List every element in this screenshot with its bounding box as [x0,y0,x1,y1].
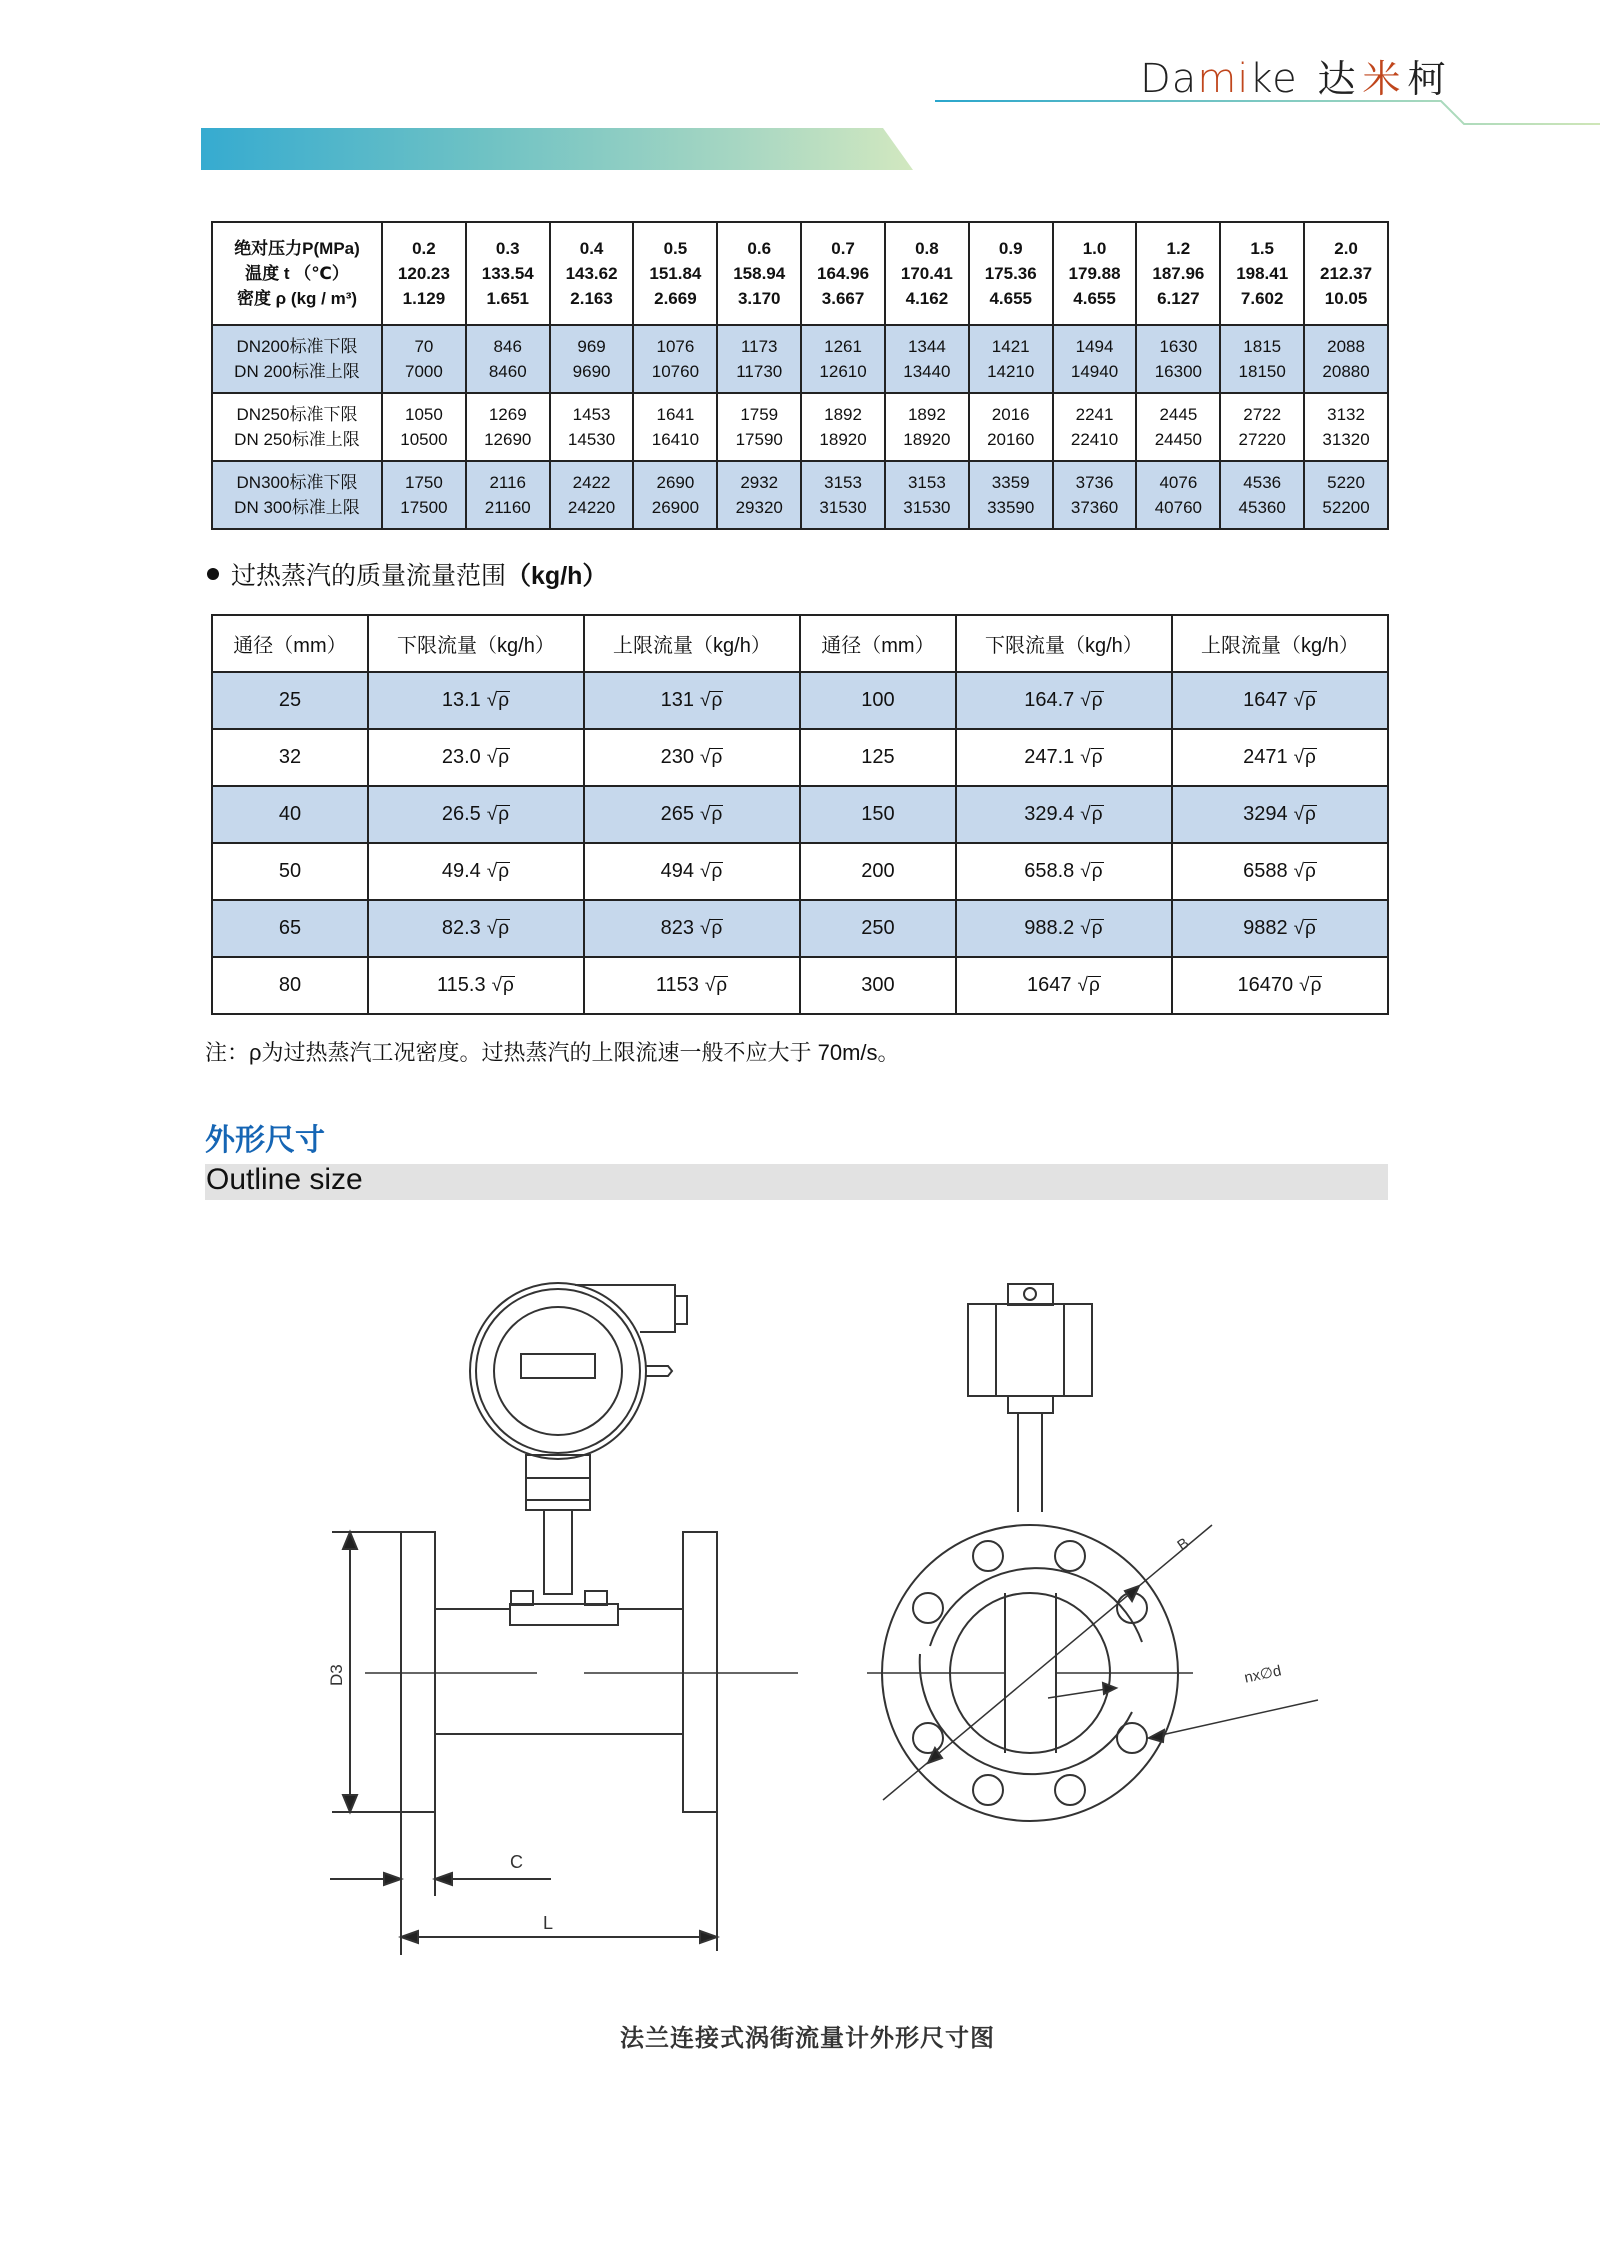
column-header: 下限流量（kg/h） [956,615,1172,672]
flow-lower: 1076 [656,337,695,356]
flow-upper: 16410 [651,430,700,449]
column-header: 通径（mm） [800,615,956,672]
flow-lower: 3132 [1327,405,1365,424]
sqrt-sign: √ [1080,804,1091,825]
cell-value: 250 [861,917,895,939]
column-t: 133.54 [481,264,534,283]
rho-sign: ρ [1305,918,1316,939]
rho-sign: ρ [1091,918,1103,939]
flow-upper: 11730 [736,362,783,381]
rho-sign: ρ [1091,861,1103,882]
cell-value: 9882 [1243,917,1288,939]
logo-text-prefix: Da [1140,56,1198,102]
column-t: 170.41 [900,264,953,283]
sqrt-sign: √ [1080,918,1091,939]
flow-upper: 10500 [400,430,448,449]
flow-lower: 3153 [907,473,946,492]
sqrt-sign: √ [700,690,711,711]
rho-sign: ρ [1310,975,1322,996]
flow-upper: 14530 [567,430,616,449]
column-header: 通径（mm） [212,615,368,672]
cell-value: 658.8 [1024,860,1075,882]
rho-sign: ρ [498,747,510,768]
flow-upper: 20160 [987,430,1035,449]
column-p: 0.6 [747,239,772,258]
column-p: 0.4 [579,239,604,258]
column-p: 0.7 [831,239,855,258]
cell-value: 2471 [1243,746,1288,768]
flow-upper: 31320 [1322,430,1370,449]
flow-lower: 969 [577,337,606,356]
rho-sign: ρ [711,861,723,882]
sqrt-sign: √ [700,861,711,882]
sqrt-sign: √ [1080,747,1091,768]
sqrt-sign: √ [1293,690,1305,711]
flow-upper: 45360 [1238,498,1286,517]
dim-d3: D3 [327,1664,346,1686]
sqrt-sign: √ [700,804,711,825]
dim-l: L [543,1913,554,1933]
flow-lower: 4536 [1243,473,1282,492]
column-p: 0.3 [495,239,520,258]
cell-value: 50 [278,860,302,882]
column-p: 0.8 [915,239,939,258]
rho-sign: ρ [711,804,723,825]
sqrt-sign: √ [486,918,498,939]
sqrt-sign: √ [1293,918,1305,939]
cell-value: 1647 [1243,689,1288,711]
cell-value: 32 [278,746,302,768]
rho-sign: ρ [1091,804,1103,825]
cell-value: 3294 [1243,803,1288,825]
sqrt-sign: √ [1293,861,1305,882]
rho-sign: ρ [1091,690,1103,711]
logo-text-suffix: ke [1249,56,1298,102]
flow-upper: 18150 [1238,362,1286,381]
flow-lower: 5220 [1327,473,1365,492]
cell-value: 65 [278,917,302,939]
column-t: 164.96 [817,264,870,283]
cell-value: 265 [660,803,695,825]
cell-value: 115.3 [437,974,486,996]
row-label: DN 250标准上限 [234,430,360,449]
cell-value: 13.1 [441,689,481,711]
steam-title-unit: （kg/h） [506,562,608,590]
rho-sign: ρ [1091,747,1103,768]
steam-note: 注：ρ为过热蒸汽工况密度。过热蒸汽的上限流速一般不应大于 70m/s。 [205,1040,900,1065]
flow-lower: 2422 [572,473,611,492]
sqrt-sign: √ [491,975,503,996]
drawing-caption: 法兰连接式涡街流量计外形尺寸图 [620,2025,995,2052]
flow-upper: 10760 [651,362,700,381]
column-rho: 4.655 [1073,289,1116,308]
cell-value: 329.4 [1024,803,1075,825]
flow-upper: 31530 [903,498,951,517]
rho-sign: ρ [711,747,723,768]
cell-value: 150 [861,803,895,825]
column-rho: 3.170 [737,289,781,308]
side-view [330,1283,798,1955]
sqrt-sign: √ [1299,975,1310,996]
rho-sign: ρ [503,975,514,996]
cell-value: 6588 [1243,860,1288,882]
flow-upper: 16300 [1154,362,1202,381]
column-header: 上限流量（kg/h） [584,615,800,672]
cell-value: 1153 [655,974,699,996]
logo-cn-2: 米 [1362,57,1402,101]
flow-lower: 2932 [740,473,779,492]
flow-upper: 9690 [572,362,611,381]
rho-sign: ρ [1305,690,1316,711]
column-rho: 4.162 [905,289,949,308]
column-p: 0.9 [998,239,1023,258]
cell-value: 23.0 [441,746,481,768]
flow-upper: 24220 [567,498,616,517]
cell-value: 25 [278,689,302,711]
flow-upper: 18920 [819,430,867,449]
cell-value: 200 [861,860,895,882]
column-rho: 2.669 [654,289,697,308]
row-label: DN200标准下限 [236,337,358,356]
sqrt-sign: √ [1077,975,1088,996]
flow-lower: 1641 [656,405,695,424]
header-label: 温度 t （℃） [245,264,349,283]
flow-upper: 14940 [1070,362,1119,381]
flow-upper: 13440 [903,362,951,381]
flow-upper: 14210 [987,362,1035,381]
header-label: 绝对压力P(MPa) [234,239,360,258]
cell-value: 40 [278,803,302,825]
flow-lower: 1453 [572,405,611,424]
rho-sign: ρ [716,975,728,996]
outline-title-cn: 外形尺寸 [205,1124,325,1157]
flow-lower: 1759 [740,405,779,424]
cell-value: 82.3 [441,917,481,939]
column-rho: 1.651 [486,289,530,308]
column-rho: 6.127 [1157,289,1200,308]
dim-c: C [510,1852,523,1872]
flow-upper: 31530 [819,498,867,517]
column-t: 143.62 [565,264,618,283]
sqrt-sign: √ [486,747,498,768]
cell-value: 26.5 [441,803,481,825]
flow-lower: 1815 [1243,337,1282,356]
flow-upper: 29320 [735,498,783,517]
flow-lower: 846 [493,337,522,356]
flow-upper: 17500 [400,498,448,517]
sqrt-sign: √ [700,747,711,768]
flow-upper: 18920 [903,430,951,449]
rho-sign: ρ [1305,747,1316,768]
cell-value: 100 [861,689,895,711]
column-header: 上限流量（kg/h） [1172,615,1388,672]
column-p: 2.0 [1334,239,1358,258]
column-rho: 7.602 [1240,289,1284,308]
column-p: 0.2 [412,239,436,258]
flow-upper: 20880 [1322,362,1370,381]
rho-sign: ρ [498,918,510,939]
cell-value: 494 [660,860,695,882]
flow-upper: 12610 [819,362,867,381]
flow-lower: 1892 [907,405,946,424]
header-label: 密度 ρ (kg / m³) [236,289,358,308]
cell-value: 164.7 [1024,689,1075,711]
sqrt-sign: √ [704,975,716,996]
flow-lower: 1261 [824,337,862,356]
flow-lower: 70 [414,337,434,356]
flow-upper: 21160 [484,498,531,517]
flow-lower: 2241 [1075,405,1114,424]
flow-upper: 17590 [735,430,783,449]
column-p: 1.0 [1082,239,1107,258]
flow-upper: 40760 [1154,498,1202,517]
flow-lower: 1269 [488,405,527,424]
logo-text-accent: mi [1197,56,1250,102]
flow-upper: 12690 [484,430,532,449]
flow-upper: 37360 [1070,498,1119,517]
cell-value: 16470 [1237,974,1294,996]
flow-upper: 8460 [488,362,527,381]
dim-b: B [1174,1534,1193,1555]
flow-upper: 7000 [405,362,443,381]
cell-value: 131 [660,689,695,711]
row-label: DN 300标准上限 [234,498,360,517]
flow-lower: 1173 [740,337,778,356]
flow-lower: 1494 [1075,337,1114,356]
column-rho: 1.129 [402,289,446,308]
column-t: 198.41 [1236,264,1289,283]
column-header: 下限流量（kg/h） [368,615,584,672]
row-label: DN250标准下限 [236,405,358,424]
rho-sign: ρ [711,690,723,711]
column-p: 0.5 [663,239,688,258]
flow-upper: 22410 [1070,430,1119,449]
flow-lower: 4076 [1159,473,1198,492]
flow-lower: 3736 [1075,473,1114,492]
dim-holes: nx∅d [1242,1662,1283,1687]
flow-lower: 1421 [991,337,1030,356]
rho-sign: ρ [498,804,510,825]
column-t: 175.36 [984,264,1037,283]
row-label: DN 200标准上限 [234,362,360,381]
cell-value: 823 [660,917,695,939]
rho-sign: ρ [1305,804,1316,825]
cell-value: 80 [278,974,302,996]
column-t: 120.23 [397,264,450,283]
flow-lower: 2445 [1159,405,1198,424]
column-t: 158.94 [733,264,786,283]
flow-lower: 2722 [1243,405,1282,424]
flow-upper: 52200 [1322,498,1370,517]
front-view [867,1284,1318,1821]
outline-title-en: Outline size [206,1163,363,1196]
flow-lower: 2016 [991,405,1030,424]
sqrt-sign: √ [486,861,498,882]
sqrt-sign: √ [700,918,711,939]
row-label: DN300标准下限 [236,473,358,492]
sqrt-sign: √ [1293,747,1305,768]
flow-lower: 3359 [991,473,1030,492]
rho-sign: ρ [498,861,510,882]
cell-value: 988.2 [1024,917,1075,939]
flow-lower: 2088 [1327,337,1365,356]
column-p: 1.5 [1250,239,1275,258]
column-t: 212.37 [1320,264,1373,283]
flow-lower: 1892 [824,405,862,424]
flow-lower: 2116 [489,473,527,492]
display-window [521,1354,595,1378]
column-t: 151.84 [649,264,702,283]
flow-lower: 1750 [405,473,443,492]
flow-upper: 27220 [1238,430,1286,449]
cell-value: 125 [861,746,895,768]
flow-lower: 1630 [1159,337,1198,356]
cell-value: 49.4 [441,860,481,882]
rho-sign: ρ [498,690,510,711]
flow-lower: 1050 [405,405,443,424]
cell-value: 1647 [1027,974,1072,996]
logo-cn-3: 柯 [1407,57,1447,101]
column-rho: 10.05 [1324,289,1368,308]
rho-sign: ρ [1305,861,1316,882]
sqrt-sign: √ [486,804,498,825]
sqrt-sign: √ [1080,861,1091,882]
sqrt-sign: √ [486,690,498,711]
rho-sign: ρ [711,918,723,939]
cell-value: 230 [660,746,695,768]
flow-upper: 33590 [987,498,1035,517]
flow-lower: 3153 [824,473,862,492]
column-t: 187.96 [1152,264,1205,283]
column-rho: 4.655 [989,289,1032,308]
cell-value: 247.1 [1024,746,1075,768]
steam-title-text: 过热蒸汽的质量流量范围 [231,562,507,590]
flow-lower: 1344 [907,337,946,356]
column-rho: 3.667 [821,289,865,308]
column-p: 1.2 [1166,239,1191,258]
rho-sign: ρ [1088,975,1100,996]
cell-value: 300 [861,974,895,996]
flow-upper: 26900 [651,498,700,517]
column-t: 179.88 [1068,264,1121,283]
column-rho: 2.163 [570,289,613,308]
logo-cn-1: 达 [1317,57,1357,101]
sqrt-sign: √ [1293,804,1305,825]
sqrt-sign: √ [1080,690,1091,711]
flow-upper: 24450 [1154,430,1202,449]
flow-lower: 2690 [656,473,695,492]
